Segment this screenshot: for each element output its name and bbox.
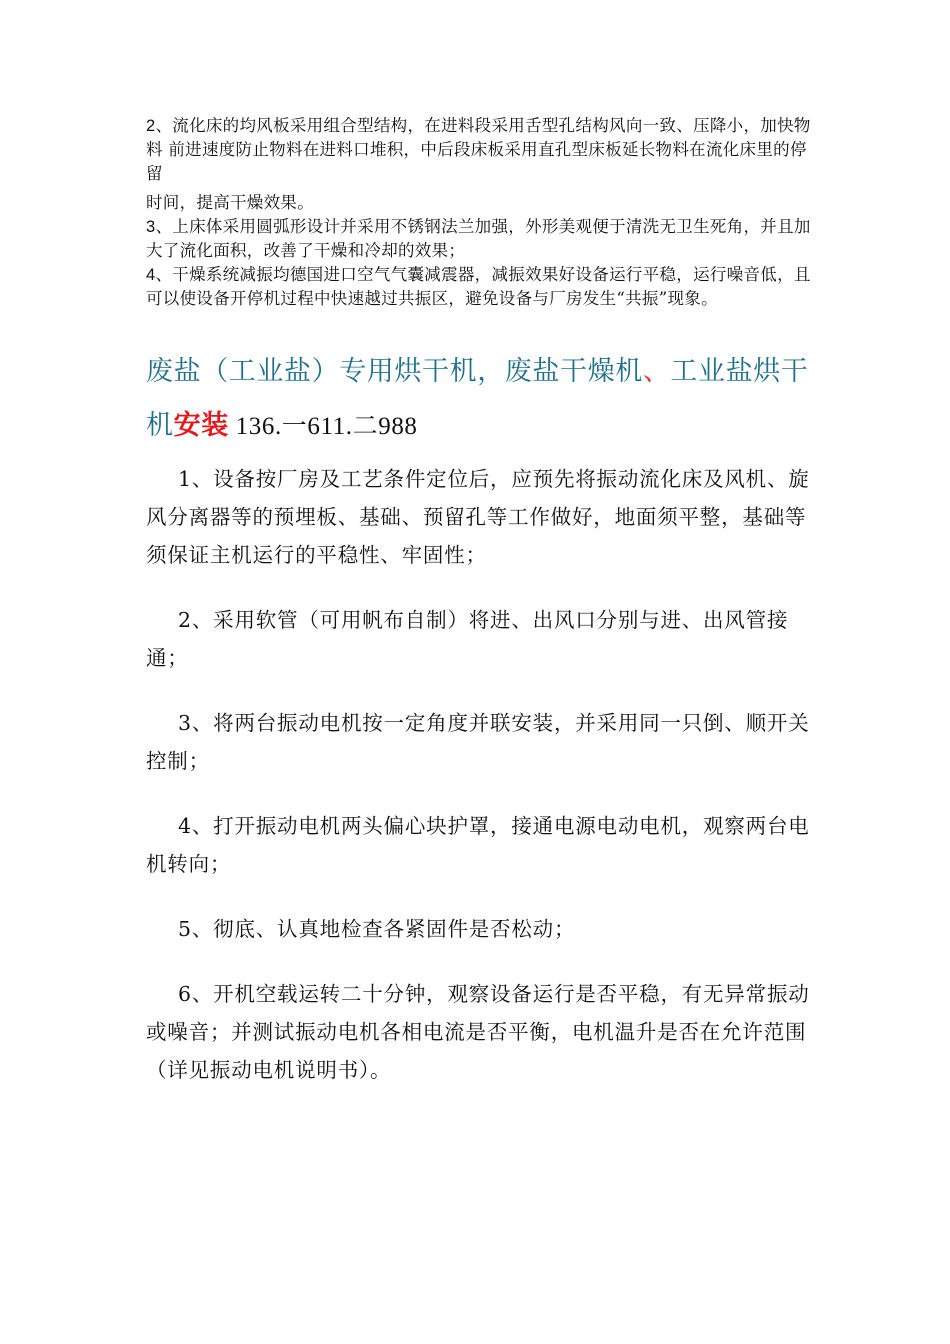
item-text: 、上床体采用圆弧形设计并采用不锈钢法兰加强，外形美观便于清洗无卫生死角，并且加大了流化面积，改善了干燥和冷却的效果； <box>146 217 811 260</box>
item-text: 、流化床的均风板采用组合型结构，在进料段采用舌型孔结构风向一致、压降小，加快物料 前进速度防止物料在进料口堆积，中后段床板采用直孔型床板延长物料在流化床里的停留 <box>146 116 811 183</box>
heading-title-part1: 废盐（工业盐）专用烘干机，废盐干燥机 <box>146 356 643 387</box>
heading-phone: 136.一611.二988 <box>228 413 418 440</box>
install-steps <box>146 460 810 1116</box>
intro-item-2 <box>146 114 814 186</box>
intro-item-4 <box>146 263 814 311</box>
intro-item-3 <box>146 215 814 263</box>
step-paragraph: 1、设备按厂房及工艺条件定位后，应预先将振动流化床及风机、旋风分离器等的预埋板、基础、预留孔等工作做好，地面须平整，基础等须保证主机运行的平稳性、牢固性； <box>146 467 810 567</box>
intro-item-2-continued: 时间，提高干燥效果。 <box>146 193 314 212</box>
item-text: 、干燥系统减振均德国进口空气气囊减震器，减振效果好设备运行平稳，运行噪音低，且可以使设备开停机过程中快速越过共振区，避免设备与厂房发生“共振”现象。 <box>146 265 811 308</box>
item-number: 4 <box>146 266 156 284</box>
intro-section <box>146 114 814 311</box>
heading-install-label: 安装 <box>173 410 229 441</box>
heading-title-part2: 工业盐烘干机 <box>146 356 809 441</box>
item-number: 2 <box>146 117 156 135</box>
step-paragraph: 2、采用软管（可用帆布自制）将进、出风口分别与进、出风管接通； <box>146 608 789 670</box>
step-paragraph: 5、彻底、认真地检查各紧固件是否松动； <box>178 917 576 941</box>
item-number: 3 <box>146 218 156 236</box>
step-paragraph: 4、打开振动电机两头偏心块护罩，接通电源电动电机，观察两台电机转向； <box>146 814 810 876</box>
section-heading <box>146 345 816 454</box>
step-paragraph: 3、将两台振动电机按一定角度并联安装，并采用同一只倒、顺开关控制； <box>146 711 810 773</box>
step-paragraph: 6、开机空载运转二十分钟，观察设备运行是否平稳，有无异常振动或噪音；并测试振动电机各相电流是否平衡，电机温升是否在允许范围（详见振动电机说明书）。 <box>146 982 810 1082</box>
heading-separator: 、 <box>642 356 671 387</box>
